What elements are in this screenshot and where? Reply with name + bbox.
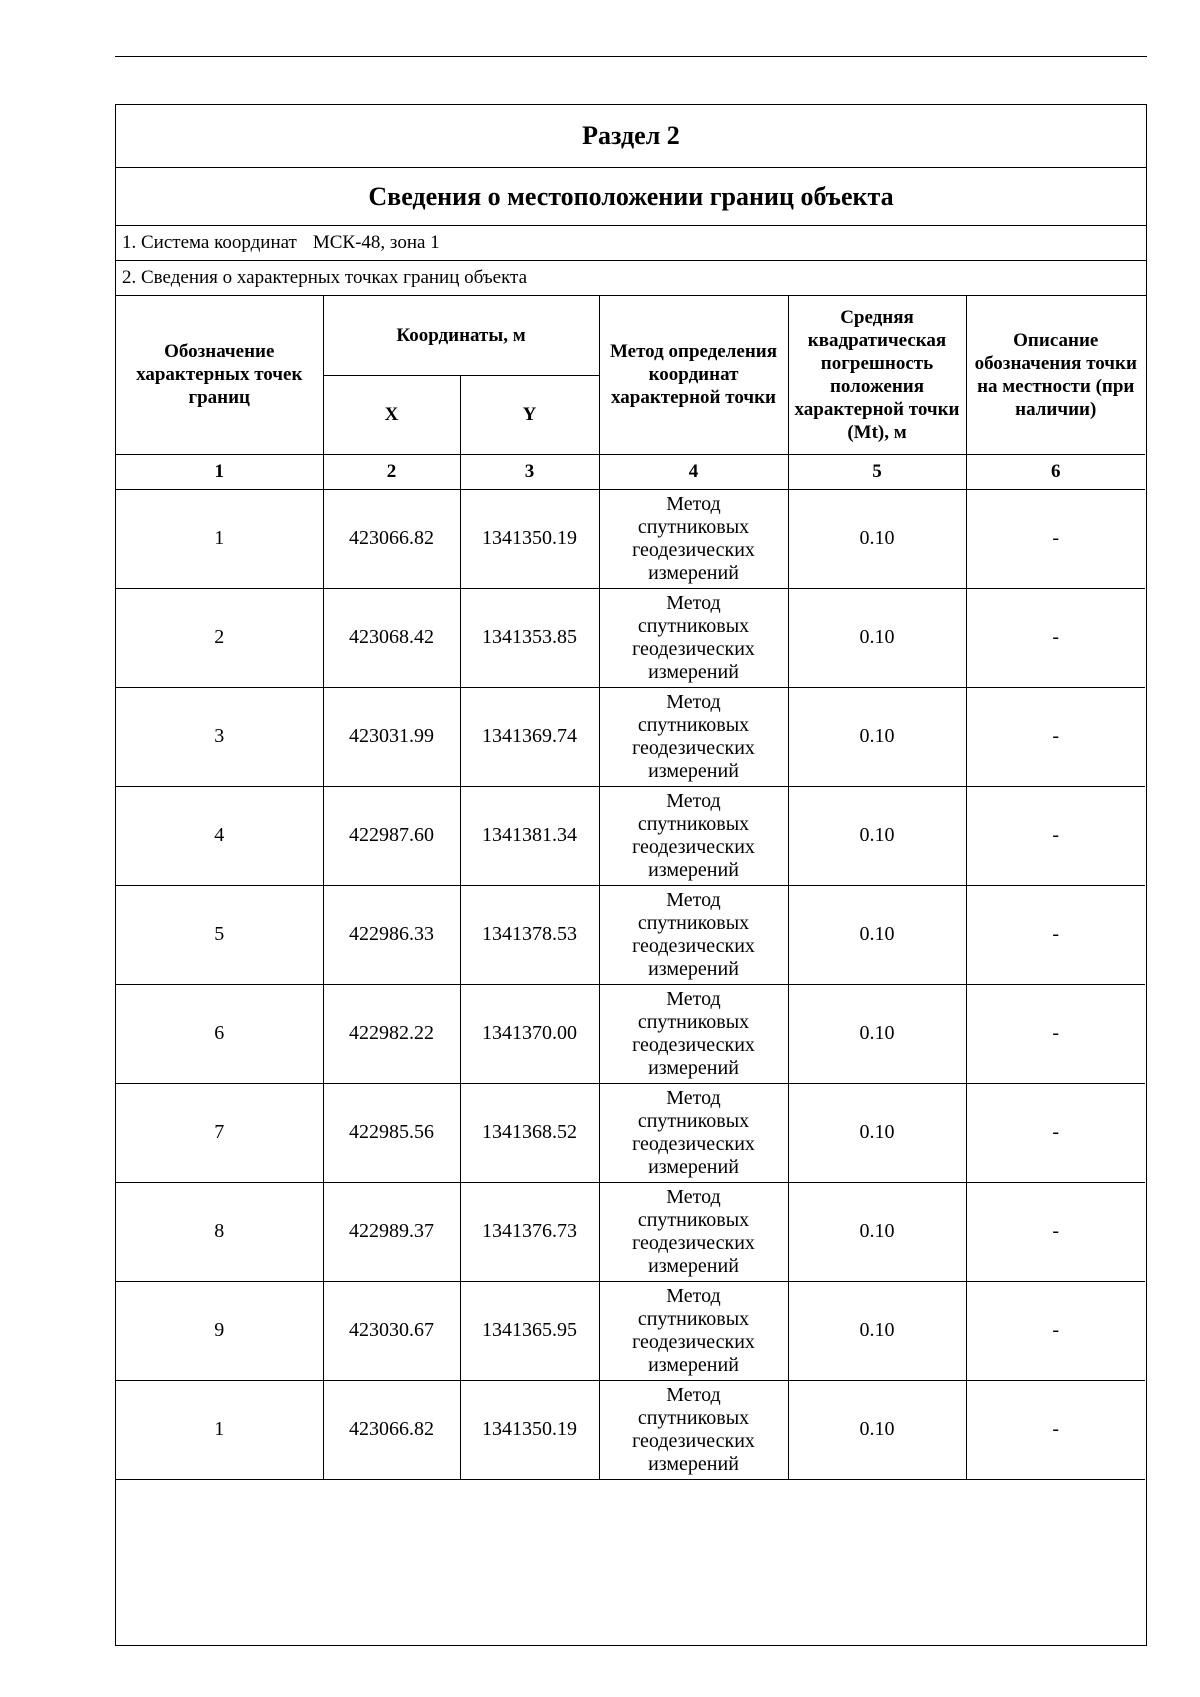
y-coordinate-cell: 1341365.95 <box>460 1281 599 1380</box>
rms-error-cell: 0.10 <box>788 984 966 1083</box>
method-line: измерений <box>648 660 739 683</box>
table-row <box>116 1182 1145 1281</box>
x-coordinate-cell: 422985.56 <box>323 1083 460 1182</box>
method-cell <box>599 1281 788 1380</box>
method-line: геодезических <box>632 538 755 561</box>
method-cell <box>599 1182 788 1281</box>
method-cell <box>599 1380 788 1479</box>
method-cell <box>599 786 788 885</box>
method-line: измерений <box>648 1056 739 1079</box>
table-row <box>116 786 1145 885</box>
method-cell <box>599 588 788 687</box>
method-line: Метод <box>666 1284 721 1307</box>
method-line: спутниковых <box>637 812 750 835</box>
points-caption: 2. Сведения о характерных точках границ объекта <box>116 261 1146 296</box>
point-number-cell: 3 <box>116 687 323 786</box>
y-coordinate-cell: 1341350.19 <box>460 1380 599 1479</box>
header-rms-error: Средняя квадратическая погрешность положения характерной точки (Mt), м <box>788 296 966 454</box>
description-cell: - <box>966 489 1145 588</box>
table-row <box>116 1281 1145 1380</box>
x-coordinate-cell: 423066.82 <box>323 1380 460 1479</box>
coordinate-system-label: 1. Система координат <box>122 232 297 253</box>
rms-error-cell: 0.10 <box>788 885 966 984</box>
method-line: Метод <box>666 591 721 614</box>
method-line: Метод <box>666 1086 721 1109</box>
boundary-points-table <box>116 296 1145 1480</box>
method-line: измерений <box>648 1452 739 1475</box>
table-row <box>116 984 1145 1083</box>
method-line: Метод <box>666 888 721 911</box>
point-number-cell: 2 <box>116 588 323 687</box>
top-divider <box>115 56 1147 57</box>
method-line: измерений <box>648 759 739 782</box>
header-point-designation: Обозначение характерных точек границ <box>116 296 323 454</box>
coordinate-system-line <box>116 226 1146 261</box>
method-line: Метод <box>666 690 721 713</box>
method-line: спутниковых <box>637 1109 750 1132</box>
column-number: 2 <box>323 454 460 489</box>
method-line: измерений <box>648 957 739 980</box>
point-number-cell: 1 <box>116 489 323 588</box>
method-line: измерений <box>648 1155 739 1178</box>
y-coordinate-cell: 1341381.34 <box>460 786 599 885</box>
column-number: 3 <box>460 454 599 489</box>
table-row <box>116 588 1145 687</box>
description-cell: - <box>966 588 1145 687</box>
method-line: геодезических <box>632 1231 755 1254</box>
method-cell <box>599 1083 788 1182</box>
table-body <box>116 489 1145 1479</box>
section-title: Раздел 2 <box>116 105 1146 168</box>
method-line: геодезических <box>632 1132 755 1155</box>
method-line: геодезических <box>632 1429 755 1452</box>
description-cell: - <box>966 1281 1145 1380</box>
method-line: спутниковых <box>637 1406 750 1429</box>
section-subtitle: Сведения о местоположении границ объекта <box>116 168 1146 226</box>
method-line: Метод <box>666 1383 721 1406</box>
description-cell: - <box>966 885 1145 984</box>
method-line: геодезических <box>632 835 755 858</box>
rms-error-cell: 0.10 <box>788 1281 966 1380</box>
method-cell <box>599 489 788 588</box>
method-line: спутниковых <box>637 614 750 637</box>
method-line: спутниковых <box>637 515 750 538</box>
rms-error-cell: 0.10 <box>788 588 966 687</box>
description-cell: - <box>966 1182 1145 1281</box>
method-line: Метод <box>666 789 721 812</box>
x-coordinate-cell: 423068.42 <box>323 588 460 687</box>
description-cell: - <box>966 1083 1145 1182</box>
method-cell <box>599 687 788 786</box>
method-line: спутниковых <box>637 1208 750 1231</box>
method-line: измерений <box>648 1254 739 1277</box>
y-coordinate-cell: 1341353.85 <box>460 588 599 687</box>
y-coordinate-cell: 1341350.19 <box>460 489 599 588</box>
table-row <box>116 687 1145 786</box>
x-coordinate-cell: 422987.60 <box>323 786 460 885</box>
column-number: 4 <box>599 454 788 489</box>
x-coordinate-cell: 422989.37 <box>323 1182 460 1281</box>
table-row <box>116 489 1145 588</box>
x-coordinate-cell: 423066.82 <box>323 489 460 588</box>
point-number-cell: 4 <box>116 786 323 885</box>
rms-error-cell: 0.10 <box>788 489 966 588</box>
method-line: измерений <box>648 858 739 881</box>
y-coordinate-cell: 1341369.74 <box>460 687 599 786</box>
y-coordinate-cell: 1341370.00 <box>460 984 599 1083</box>
point-number-cell: 9 <box>116 1281 323 1380</box>
header-method: Метод определения координат характерной точки <box>599 296 788 454</box>
description-cell: - <box>966 1380 1145 1479</box>
y-coordinate-cell: 1341376.73 <box>460 1182 599 1281</box>
rms-error-cell: 0.10 <box>788 1083 966 1182</box>
method-line: Метод <box>666 1185 721 1208</box>
column-number: 6 <box>966 454 1145 489</box>
point-number-cell: 1 <box>116 1380 323 1479</box>
method-line: спутниковых <box>637 713 750 736</box>
table-row <box>116 1083 1145 1182</box>
method-line: спутниковых <box>637 911 750 934</box>
description-cell: - <box>966 687 1145 786</box>
x-coordinate-cell: 422982.22 <box>323 984 460 1083</box>
method-cell <box>599 984 788 1083</box>
method-line: спутниковых <box>637 1010 750 1033</box>
point-number-cell: 6 <box>116 984 323 1083</box>
x-coordinate-cell: 423030.67 <box>323 1281 460 1380</box>
header-description: Описание обозначения точки на местности (при наличии) <box>966 296 1145 454</box>
column-number: 1 <box>116 454 323 489</box>
point-number-cell: 5 <box>116 885 323 984</box>
y-coordinate-cell: 1341368.52 <box>460 1083 599 1182</box>
rms-error-cell: 0.10 <box>788 687 966 786</box>
header-x: X <box>323 375 460 454</box>
header-coordinates: Координаты, м <box>323 296 599 375</box>
method-line: Метод <box>666 492 721 515</box>
method-line: измерений <box>648 561 739 584</box>
x-coordinate-cell: 422986.33 <box>323 885 460 984</box>
table-row <box>116 885 1145 984</box>
method-line: геодезических <box>632 736 755 759</box>
method-line: геодезических <box>632 637 755 660</box>
table-row <box>116 1380 1145 1479</box>
method-line: геодезических <box>632 1330 755 1353</box>
method-cell <box>599 885 788 984</box>
header-y: Y <box>460 375 599 454</box>
document-frame <box>115 104 1147 1646</box>
point-number-cell: 8 <box>116 1182 323 1281</box>
y-coordinate-cell: 1341378.53 <box>460 885 599 984</box>
method-line: спутниковых <box>637 1307 750 1330</box>
rms-error-cell: 0.10 <box>788 1182 966 1281</box>
method-line: измерений <box>648 1353 739 1376</box>
x-coordinate-cell: 423031.99 <box>323 687 460 786</box>
coordinate-system-value: МСК-48, зона 1 <box>312 232 440 253</box>
description-cell: - <box>966 786 1145 885</box>
method-line: Метод <box>666 987 721 1010</box>
method-line: геодезических <box>632 1033 755 1056</box>
method-line: геодезических <box>632 934 755 957</box>
description-cell: - <box>966 984 1145 1083</box>
rms-error-cell: 0.10 <box>788 786 966 885</box>
point-number-cell: 7 <box>116 1083 323 1182</box>
rms-error-cell: 0.10 <box>788 1380 966 1479</box>
column-number: 5 <box>788 454 966 489</box>
